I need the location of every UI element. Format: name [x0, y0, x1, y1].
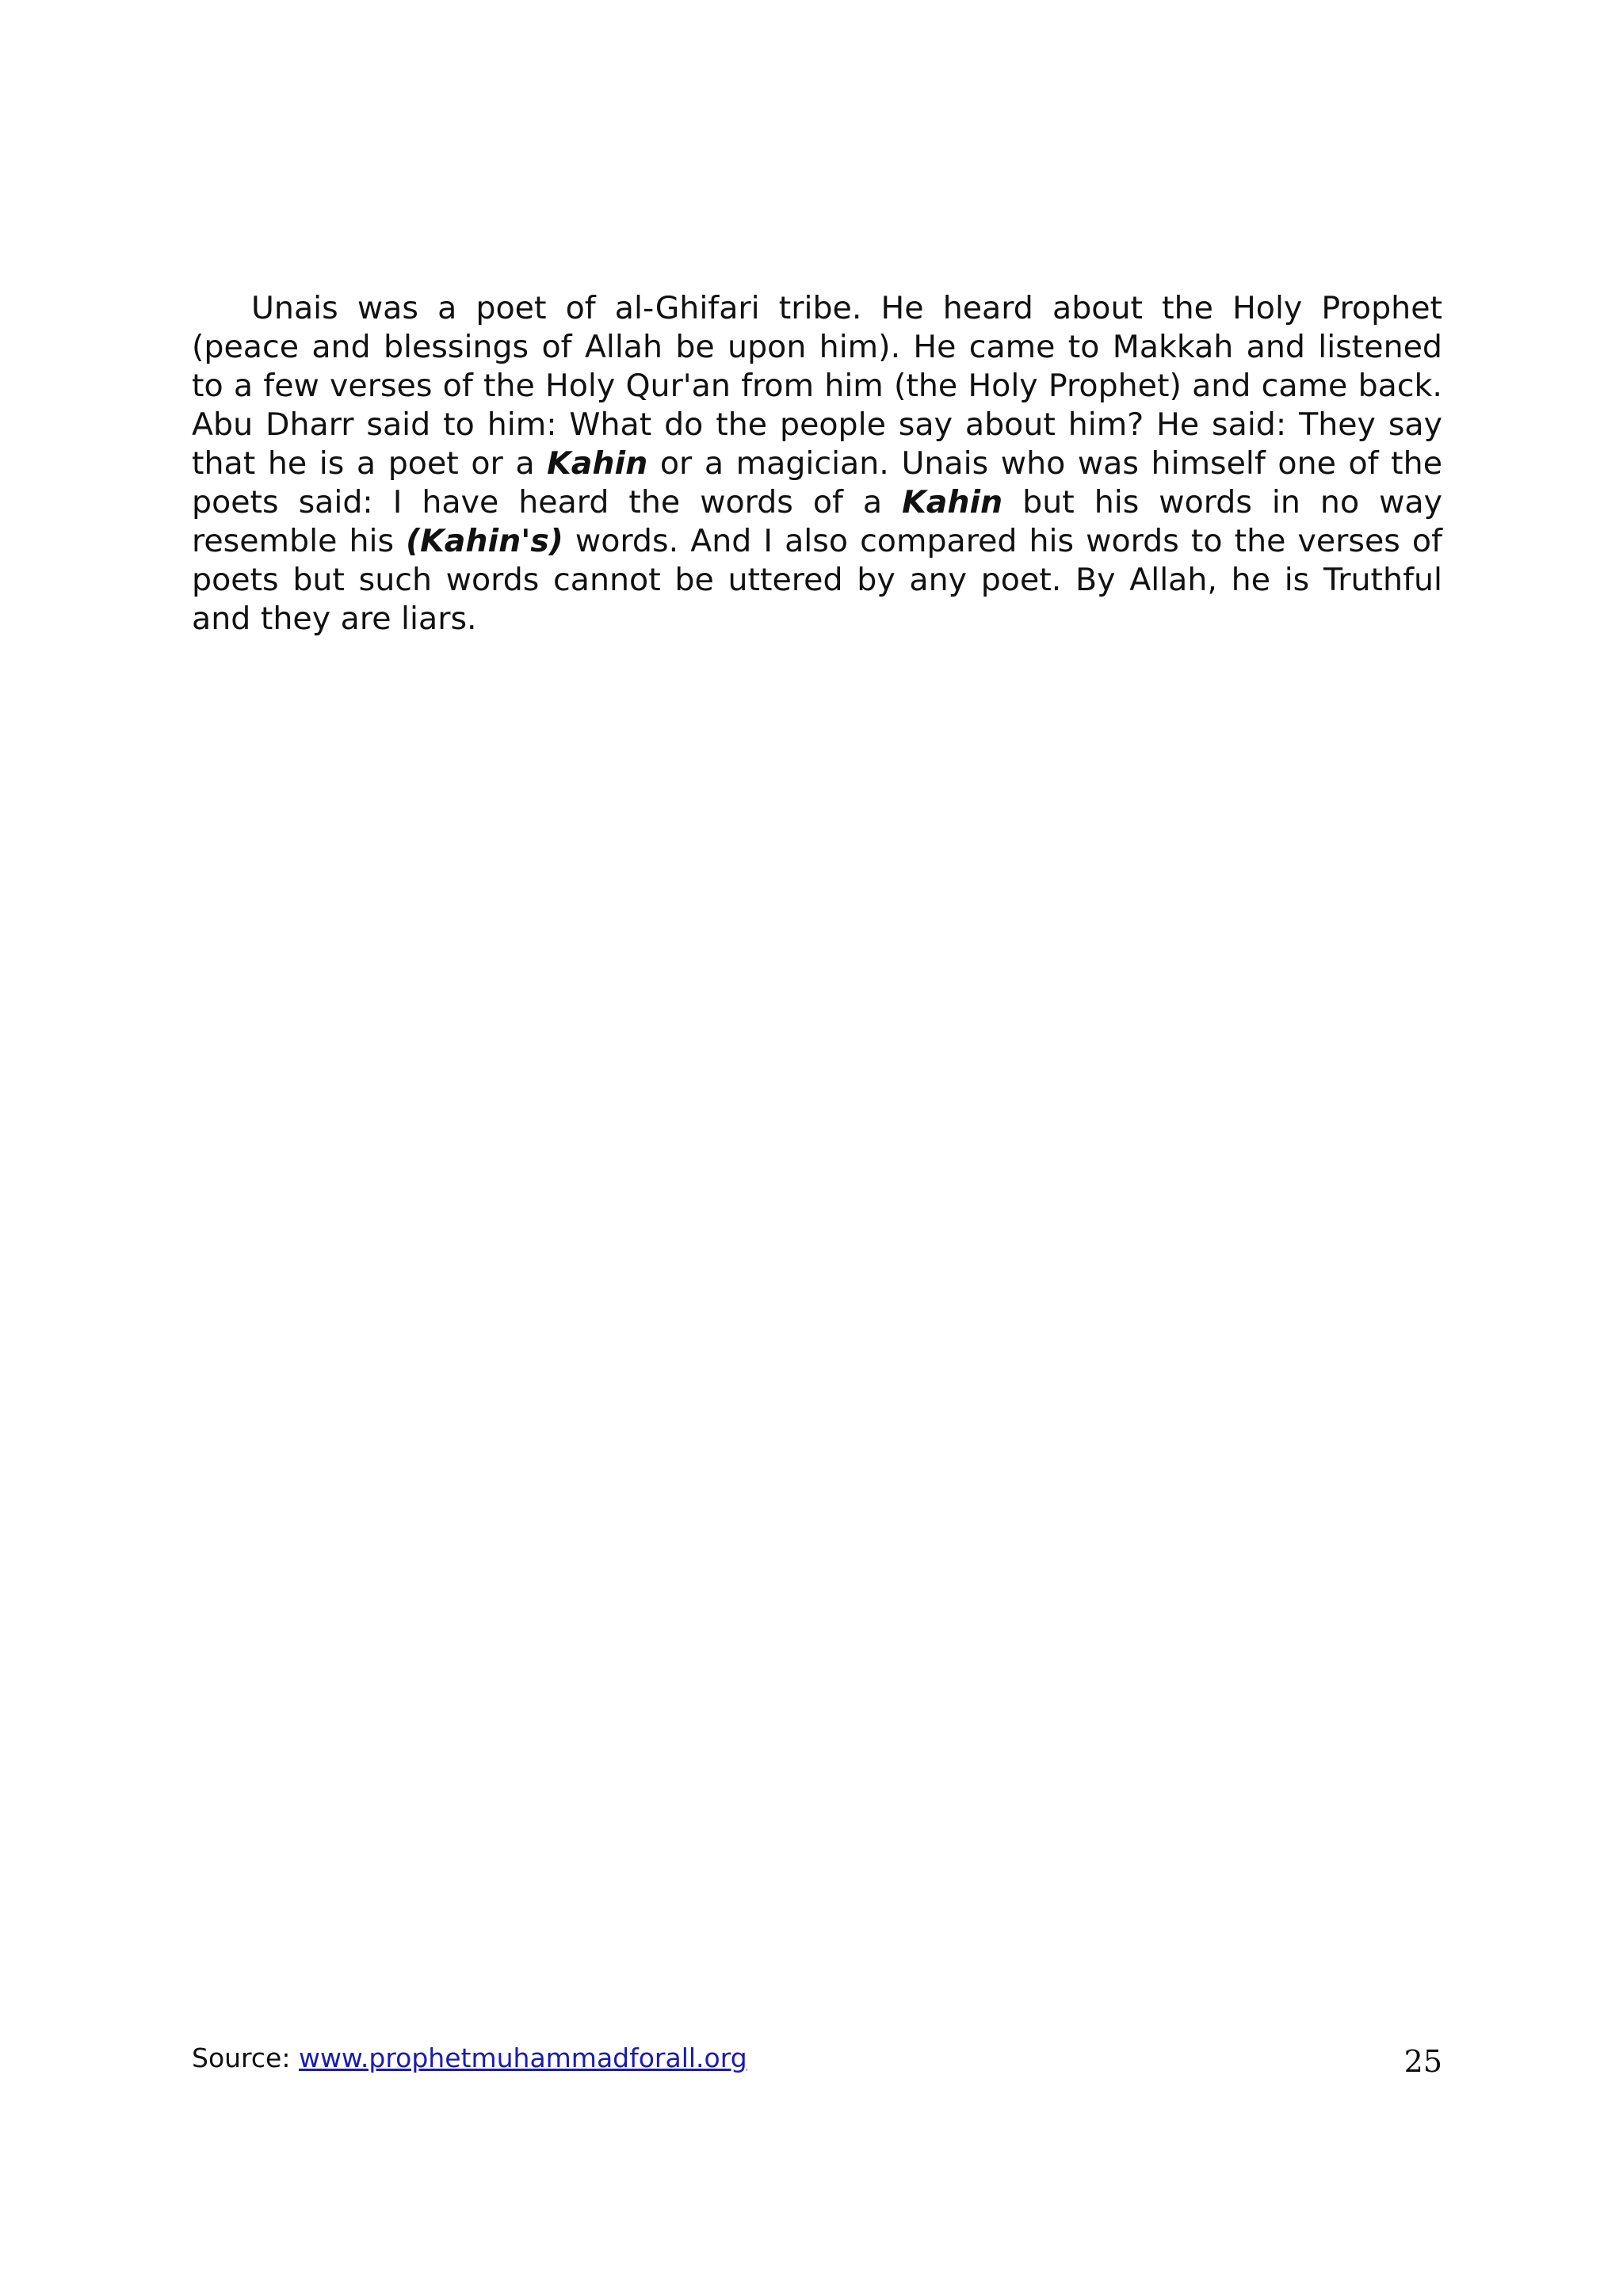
footer-source	[192, 2042, 747, 2074]
paragraph-text-4: words. And I also compared his words to the verses of poets but such words cannot be uttered by any poet. By Allah, he is Truthful and they are liars.	[192, 523, 1442, 637]
term-kahin-2: Kahin	[902, 484, 1003, 521]
paragraph-text-1: Unais was a poet of al-Ghifari tribe. He heard about the Holy Prophet (peace and blessings of Allah be upon him). He came to Makkah and listened to a few verses of the Holy Qur'an from him (the Holy Prophet) and came back. Abu Dharr said to him: What do the people say about him? He said: They say that he is a poet or a	[192, 290, 1442, 482]
paragraph-text-2: or a magician. Unais who was himself one of the poets said: I have heard the words of a	[192, 445, 1443, 521]
source-link[interactable]: www.prophetmuhammadforall.org	[298, 2042, 747, 2073]
paragraph-text-3: but his words in no way resemble his	[192, 484, 1442, 559]
body-paragraph	[192, 289, 1442, 639]
page-number: 25	[1403, 2044, 1442, 2079]
term-kahins: (Kahin's)	[406, 523, 563, 559]
source-label: Source:	[192, 2042, 299, 2073]
term-kahin-1: Kahin	[547, 445, 648, 482]
